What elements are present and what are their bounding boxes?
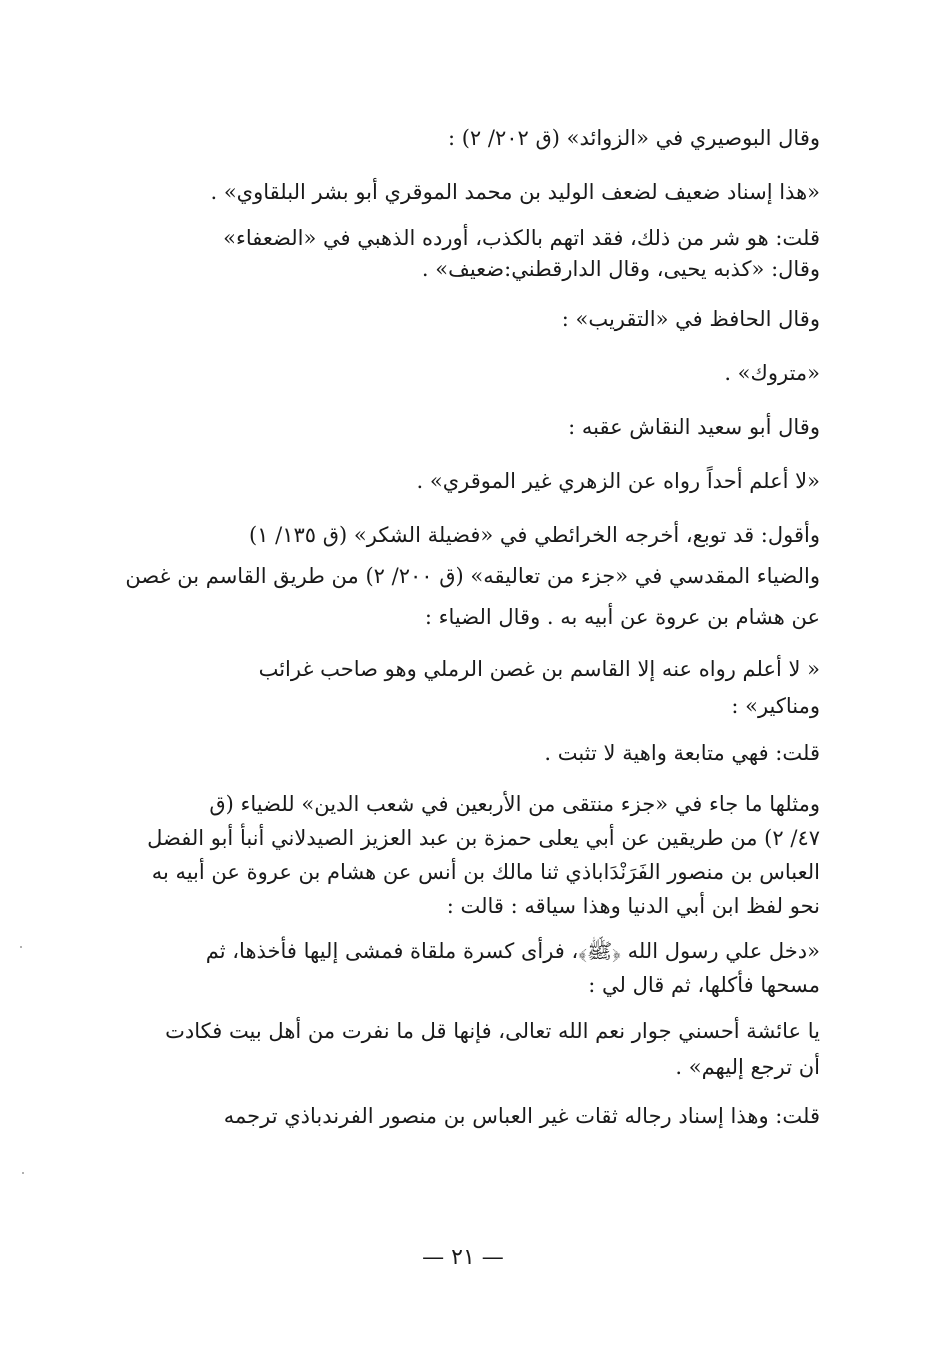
paragraph [125, 515, 820, 638]
text-line: ومناكير» : [731, 694, 820, 718]
text-line: عن هشام بن عروة عن أبيه به . وقال الضياء : [424, 605, 820, 629]
paragraph [140, 407, 820, 448]
text-line: يا عائشة أحسني جوار نعم الله تعالى، فإنها قل ما نفرت من أهل بيت فكادت [165, 1019, 820, 1043]
scan-speck [22, 1172, 24, 1174]
text-line: والضياء المقدسي في «جزء من تعاليقه» (ق ٢٠٠/ ٢) من طريق القاسم بن غصن [125, 564, 820, 588]
text-line: «دخل علي رسول الله ﴿ﷺ﴾، فرأى كسرة ملقاة فمشى إليها فأخذها، ثم [205, 939, 820, 963]
paragraph [140, 461, 820, 502]
text-line: أن ترجع إليهم» . [675, 1055, 820, 1079]
text-line: وقال البوصيري في «الزوائد» (ق ٢٠٢/ ٢) : [447, 126, 820, 150]
text-line: قلت: وهذا إسناد رجاله ثقات غير العباس بن منصور الفرندباذي ترجمه [223, 1104, 820, 1128]
text-line: مسحها فأكلها، ثم قال لي : [588, 973, 820, 997]
text-line: وأقول: قد توبع، أخرجه الخرائطي في «فضيلة الشكر» (ق ١٣٥/ ١) [248, 523, 820, 547]
text-line: وقال الحافظ في «التقريب» : [561, 307, 820, 331]
paragraph [140, 649, 820, 722]
paragraph [140, 787, 820, 923]
text-line: وقال أبو سعيد النقاش عقبه : [568, 415, 820, 439]
paragraph [140, 118, 820, 159]
text-line: نحو لفظ ابن أبي الدنيا وهذا سياقه : قالت : [446, 894, 820, 918]
body-text [125, 118, 820, 1150]
paragraph [140, 226, 820, 288]
paragraph [140, 1013, 820, 1085]
paragraph [140, 934, 820, 1002]
text-line: العباس بن منصور الفَرَنْدَاباذي ثنا مالك بن أنس عن هشام بن عروة عن أبيه به [151, 860, 820, 884]
text-line: وقال: «كذبه يحيى، وقال الدارقطني:ضعيف» . [421, 257, 820, 281]
text-line: قلت: فهي متابعة واهية لا تثبت . [544, 741, 820, 765]
scan-speck [20, 946, 22, 948]
text-line: ومثلها ما جاء في «جزء منتقى من الأربعين في شعب الدين» للضياء (ق [209, 792, 820, 816]
paragraph [140, 299, 820, 340]
paragraph [140, 733, 820, 774]
text-line: قلت: هو شر من ذلك، فقد اتهم بالكذب، أورده الذهبي في «الضعفاء» [223, 226, 820, 250]
paragraph [140, 1096, 820, 1137]
text-line: ٤٧/ ٢) من طريقين عن أبي يعلى حمزة بن عبد العزيز الصيدلاني أنبأ أبو الفضل [147, 826, 820, 850]
paragraph [140, 172, 820, 213]
text-line: «هذا إسناد ضعيف لضعف الوليد بن محمد الموقري أبو بشر البلقاوي» . [210, 180, 820, 204]
text-line: « لا أعلم رواه عنه إلا القاسم بن غصن الرملي وهو صاحب غرائب [258, 657, 820, 681]
text-line: «لا أعلم أحداً رواه عن الزهري غير الموقري» . [416, 469, 820, 493]
page-number: — ٢١ — [422, 1245, 504, 1270]
paragraph [140, 353, 820, 394]
text-line: «متروك» . [724, 361, 820, 385]
